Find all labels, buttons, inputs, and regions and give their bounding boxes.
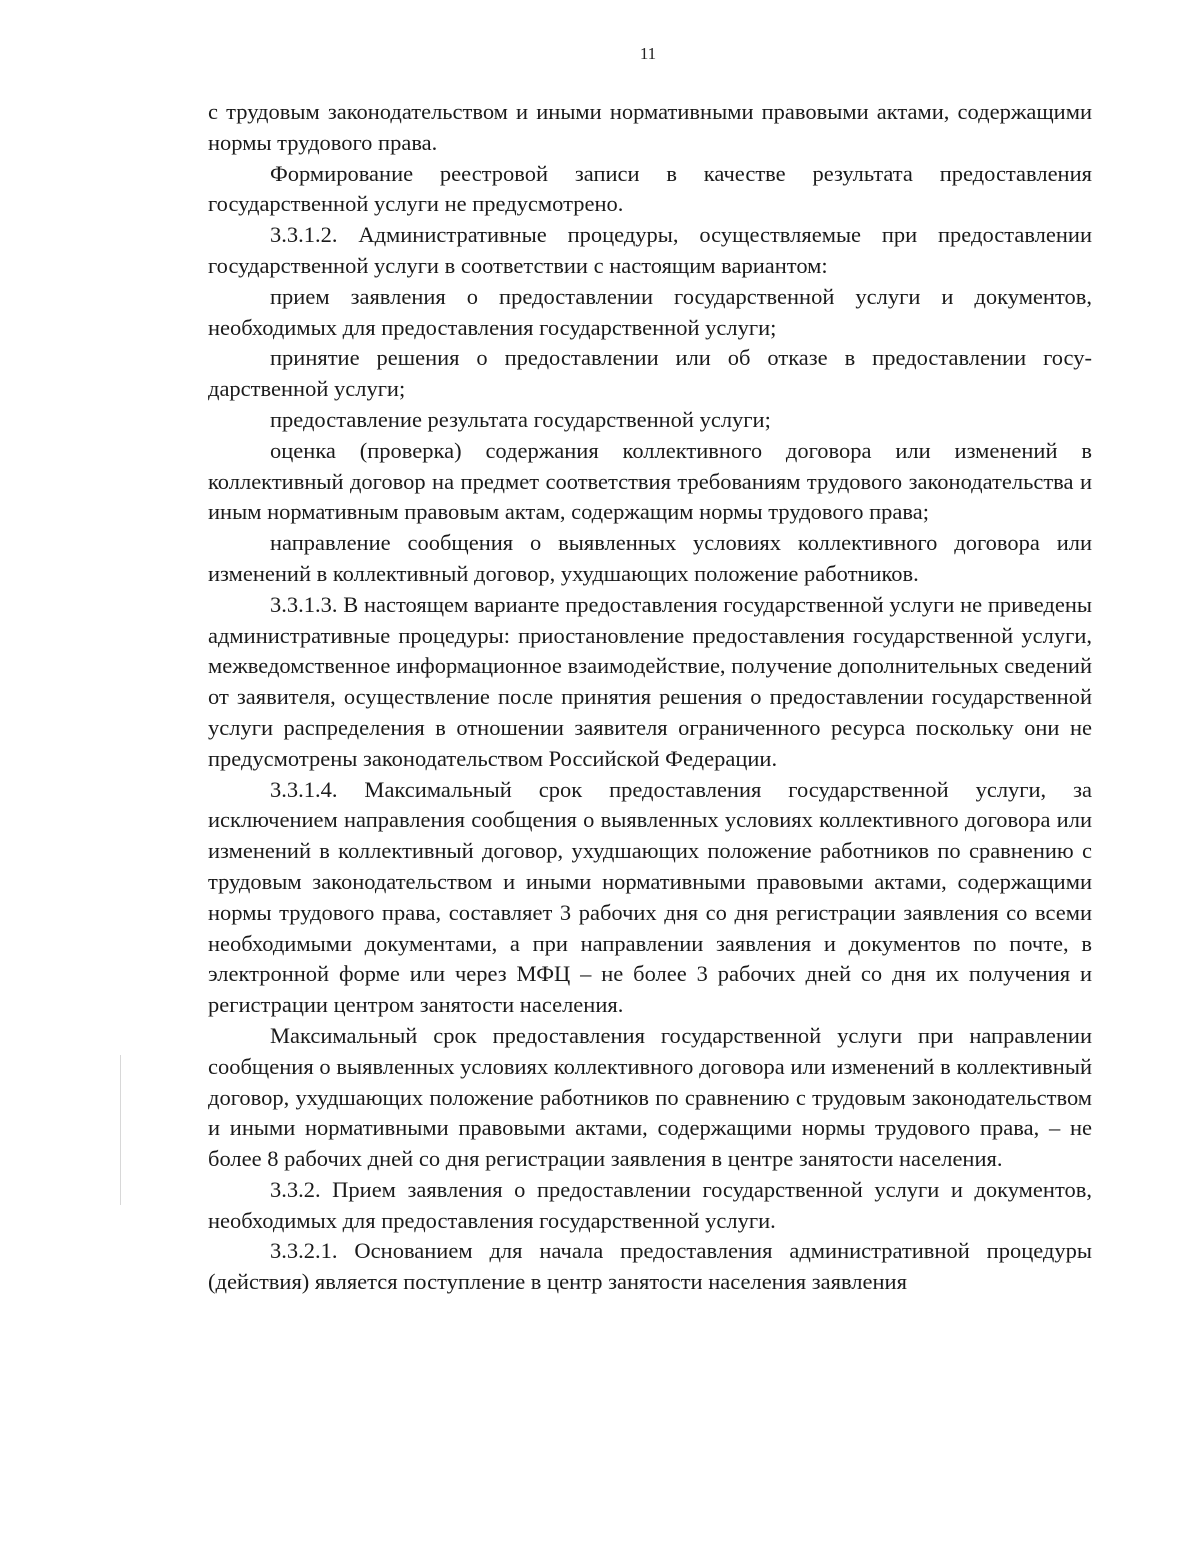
paragraph-continuation: с трудовым законодательством и иными нормативными правовыми актами, содержащими нормы трудового права. xyxy=(208,99,1092,155)
paragraph-3-3-2-1: 3.3.2.1. Основанием для начала предоставления административной процедуры (действия) является поступление в центр занятости населения заявления xyxy=(208,1238,1092,1295)
document-body xyxy=(208,97,1092,1298)
list-item-procedure-1: прием заявления о предоставлении государственной услуги и документов, необходимых для предоставления государственной услуги; xyxy=(208,283,1092,340)
list-item-procedure-3: предоставление результата государственной услуги; xyxy=(270,406,771,432)
paragraph-registry-record: Формирование реестровой записи в качестве результата предоставления государственной услуги не предусмотрено. xyxy=(208,160,1092,217)
page-number: 11 xyxy=(639,44,657,63)
list-item-procedure-4: оценка (проверка) содержания коллективного договора или изменений в коллективный договор на предмет соответствия требованиям трудового законодательства и иным нормативным правовым актам, содержащим нормы трудового права; xyxy=(208,437,1092,525)
scan-margin-line xyxy=(120,1055,121,1205)
paragraph-max-term: Максимальный срок предоставления государственной услуги при направлении сообщения о выявленных условиях коллективного договора или изменений в коллективный договор, ухудшающих положение работников по сравнению с трудовым законодательством и иными нормативными правовыми актами, содержащими нормы трудового права, – не более 8 рабочих дней со дня регистрации заявления в центре занятости населения. xyxy=(208,1022,1092,1172)
paragraph-3-3-1-3: 3.3.1.3. В настоящем варианте предоставления государственной услуги не приведены административные процедуры: приостановление предоставления государственной услуги, межведомственное информационное взаимодействие, получение дополнительных сведений от заявителя, осуществление после принятия решения о предоставлении государственной услуги распределения в отношении заявителя ограниченного ресурса поскольку они не предусмотрены законодательством Российской Федерации. xyxy=(208,591,1092,771)
paragraph-3-3-1-2: 3.3.1.2. Административные процедуры, осуществляемые при предоставлении государственной услуги в соответствии с настоящим вариантом: xyxy=(208,222,1092,278)
list-item-procedure-5: направление сообщения о выявленных условиях коллективного договора или изменений в коллективный договор, ухудшающих положение работников. xyxy=(208,530,1092,586)
paragraph-3-3-2: 3.3.2. Прием заявления о предоставлении государственной услуги и документов, необходимых для предоставления государственной услуги. xyxy=(208,1176,1092,1233)
list-item-procedure-2: принятие решения о предоставлении или об отказе в предоставлении государственной услуги; xyxy=(208,345,1092,402)
paragraph-3-3-1-4: 3.3.1.4. Максимальный срок предоставления государственной услуги, за исключением направления сообщения о выявленных условиях коллективного договора или изменений в коллективный договор, ухудшающих положение работников по сравнению с трудовым законодательством и иными нормативными правовыми актами, содержащими нормы трудового права, составляет 3 рабочих дня со дня регистрации заявления со всеми необходимыми документами, а при направлении заявления и документов по почте, в электронной форме или через МФЦ – не более 3 рабочих дней со дня их получения и регистрации центром занятости населения. xyxy=(208,776,1092,1018)
